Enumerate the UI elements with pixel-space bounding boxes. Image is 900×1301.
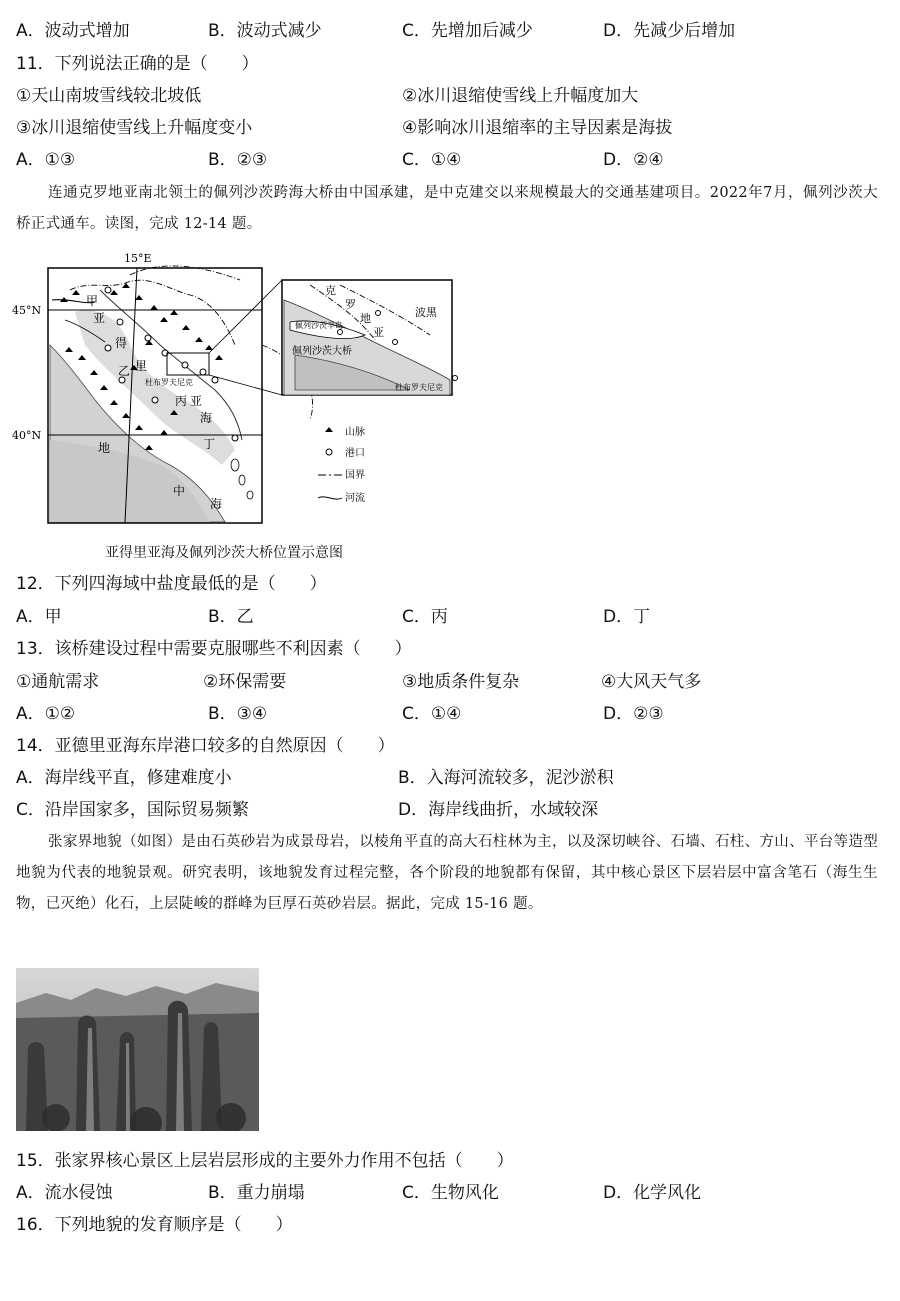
- inset-label-di: 地: [360, 312, 371, 325]
- inset-label-bosnia: 波黑: [415, 306, 437, 319]
- lat-45-label: 45°N: [12, 304, 42, 317]
- q11-statement-2: ②冰川退缩使雪线上升幅度加大: [402, 86, 639, 106]
- q10-option-a: A．波动式增加: [16, 21, 130, 41]
- q13-statement-1: ①通航需求: [16, 672, 100, 692]
- q11-stem: 11．下列说法正确的是（ ）: [16, 54, 259, 74]
- q13-option-a: A．①②: [16, 704, 76, 724]
- legend-border-label: 国界: [345, 470, 365, 481]
- inset-label-ya: 亚: [373, 326, 384, 339]
- inset-label-dubrovnik: 杜布罗夫尼克: [395, 383, 443, 392]
- q11-statement-1: ①天山南坡雪线较北坡低: [16, 86, 202, 106]
- q12-option-d: D．丁: [603, 607, 651, 627]
- q15-option-a: A．流水侵蚀: [16, 1183, 113, 1203]
- sea-label-jia: 甲: [86, 294, 99, 308]
- q12-option-c: C．丙: [402, 607, 448, 627]
- q10-option-d: D．先减少后增加: [603, 21, 736, 41]
- legend-mountain-icon: [325, 427, 333, 432]
- q12-option-a: A．甲: [16, 607, 62, 627]
- region-label-3: 里: [135, 359, 148, 373]
- lon-label: 15°E: [124, 252, 152, 265]
- q11-option-b: B．②③: [208, 150, 268, 170]
- q14-option-b: B．入海河流较多，泥沙淤积: [398, 768, 614, 788]
- q11-option-a: A．①③: [16, 150, 76, 170]
- q11-option-d: D．②④: [603, 150, 664, 170]
- q13-stem: 13．该桥建设过程中需要克服哪些不利因素（ ）: [16, 639, 412, 659]
- region-label-5: 海: [200, 411, 213, 425]
- passage-bridge: 连通克罗地亚南北领土的佩列沙茨跨海大桥由中国承建，是中克建交以来规模最大的交通基建项目。2022年7月，佩列沙茨大桥正式通车。读图，完成 12-14 题。: [16, 185, 878, 232]
- region-label-7: 中: [173, 484, 186, 498]
- region-label-6: 地: [98, 441, 111, 455]
- q13-option-d: D．②③: [603, 704, 664, 724]
- q11-option-c: C．①④: [402, 150, 462, 170]
- q13-statement-4: ④大风天气多: [601, 672, 702, 692]
- legend-port-label: 港口: [345, 448, 365, 459]
- passage-zhangjiajie: 张家界地貌（如图）是由石英砂岩为成景母岩，以棱角平直的高大石柱林为主，以及深切峡谷、石墙、石柱、方山、平台等造型地貌为代表的地貌景观。研究表明，该地貌发育过程完整，各个阶段的地貌都有保留，其中核心景区下层岩层中富含笔石（海生生物，已灭绝）化石，上层陡峻的群峰为巨厚石英砂岩层。据此，完成 15-16 题。: [16, 834, 878, 912]
- port-label: 杜布罗夫尼克: [145, 378, 193, 387]
- sea-label-bing: 丙: [175, 394, 188, 408]
- region-label-2: 得: [115, 336, 128, 350]
- legend-river-icon: [318, 497, 342, 499]
- q15-option-b: B．重力崩塌: [208, 1183, 305, 1203]
- zhangjiajie-photo: [16, 968, 259, 1131]
- q10-option-c: C．先增加后减少: [402, 21, 533, 41]
- q11-statement-4: ④影响冰川退缩率的主导因素是海拔: [402, 118, 673, 138]
- inset-label-peninsula: 佩列沙茨半岛: [295, 321, 343, 330]
- q14-stem: 14．亚德里亚海东岸港口较多的自然原因（ ）: [16, 736, 395, 756]
- q15-option-c: C．生物风化: [402, 1183, 499, 1203]
- legend-river-label: 河流: [345, 493, 365, 504]
- q14-option-a: A．海岸线平直，修建难度小: [16, 768, 232, 788]
- map-caption: 亚得里亚海及佩列沙茨大桥位置示意图: [105, 545, 343, 561]
- map-legend: [318, 425, 365, 504]
- q12-option-b: B．乙: [208, 607, 254, 627]
- region-label-1: 亚: [93, 311, 106, 325]
- q13-statement-3: ③地质条件复杂: [402, 672, 520, 692]
- q13-option-c: C．①④: [402, 704, 462, 724]
- region-label-4: 亚: [190, 394, 203, 408]
- inset-label-ke: 克: [325, 284, 336, 297]
- q14-option-d: D．海岸线曲折，水域较深: [398, 800, 599, 820]
- inset-label-bridge: 佩列沙茨大桥: [292, 346, 352, 357]
- inset-label-luo: 罗: [345, 298, 356, 311]
- q16-stem: 16．下列地貌的发育顺序是（ ）: [16, 1215, 293, 1235]
- legend-port-icon: [326, 449, 332, 455]
- lat-40-label: 40°N: [12, 429, 42, 442]
- q14-option-c: C．沿岸国家多，国际贸易频繁: [16, 800, 249, 820]
- region-label-8: 海: [210, 497, 223, 511]
- sea-label-ding: 丁: [203, 437, 216, 451]
- q15-option-d: D．化学风化: [603, 1183, 702, 1203]
- adriatic-map-figure: [10, 250, 460, 535]
- sea-label-yi: 乙: [118, 364, 131, 378]
- q10-option-b: B．波动式减少: [208, 21, 322, 41]
- q15-stem: 15．张家界核心景区上层岩层形成的主要外力作用不包括（ ）: [16, 1151, 514, 1171]
- q13-statement-2: ②环保需要: [203, 672, 287, 692]
- q12-stem: 12．下列四海域中盐度最低的是（ ）: [16, 574, 327, 594]
- legend-mountain-label: 山脉: [345, 427, 365, 438]
- q11-statement-3: ③冰川退缩使雪线上升幅度变小: [16, 118, 253, 138]
- q13-option-b: B．③④: [208, 704, 268, 724]
